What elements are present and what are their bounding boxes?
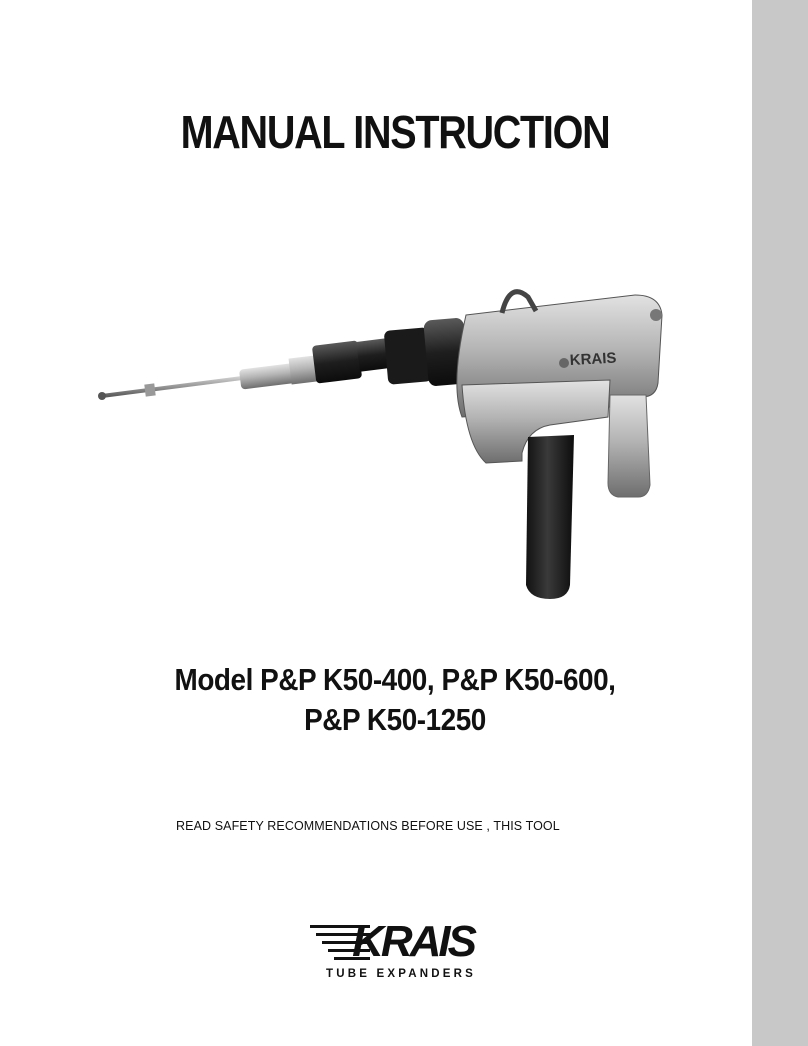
model-line-2: P&P K50-1250 xyxy=(304,702,486,737)
brand-logo xyxy=(288,915,488,990)
logo-wordmark: KRAIS xyxy=(352,917,474,966)
tube-expander-tool-icon xyxy=(90,285,680,605)
page-edge-strip xyxy=(752,0,808,1046)
page-title: MANUAL INSTRUCTION xyxy=(180,106,610,158)
logo-tagline: TUBE EXPANDERS xyxy=(325,968,477,980)
coupling xyxy=(312,340,362,383)
mandrel-rod xyxy=(102,377,250,396)
body-brand-label: KRAIS xyxy=(569,349,617,369)
model-heading xyxy=(40,660,751,740)
model-line-1: Model P&P K50-400, P&P K50-600, xyxy=(174,662,616,697)
safety-notice: READ SAFETY RECOMMENDATIONS BEFORE USE , THIS TOOL xyxy=(176,819,560,833)
handle-grip xyxy=(526,435,574,599)
